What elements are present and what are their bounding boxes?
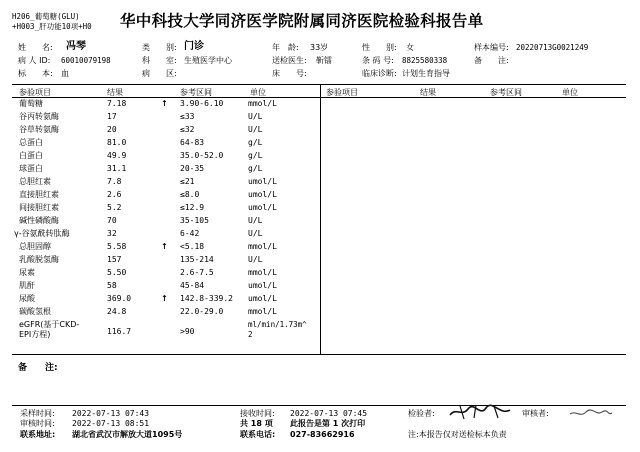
barcode-label: 条 码 号: [362,56,394,65]
row-unit: mmol/L [248,242,277,251]
row-flag: ↑ [161,242,168,251]
row-name: 间接胆红素 [19,203,59,212]
header-result-left: 结果 [107,88,123,97]
egfr-name-line1: eGFR(基于CKD- [19,320,80,329]
table-top-line [12,84,626,85]
row-unit: U/L [248,229,263,238]
row-result: 5.2 [107,203,122,212]
row-ref: 35.0-52.0 [180,151,224,160]
row-ref: 64-83 [180,138,205,147]
report-code-line2: +H003_肝功能10项+H0 [12,22,92,31]
report-note: 注:本报告仅对送检标本负责 [408,430,507,439]
row-result: 49.9 [107,151,127,160]
row-unit: U/L [248,216,263,225]
table-row [0,137,320,149]
row-name: 尿素 [19,268,35,277]
row-unit: mmol/L [248,99,277,108]
row-name: 碱性磷酸酶 [19,216,59,225]
print-count: 此报告是第 1 次打印 [290,419,366,428]
patient-age: 33岁 [310,43,329,52]
header-unit-right: 单位 [562,88,578,97]
row-ref: 135-214 [180,255,214,264]
total-items: 共 18 项 [240,419,273,428]
row-name: 谷丙转氨酶 [19,112,59,121]
table-row [0,98,320,110]
table-row [0,150,320,162]
header-unit-left: 单位 [250,88,266,97]
address: 湖北省武汉市解放大道1095号 [72,430,183,439]
examiner-label: 检验者: [408,409,435,418]
table-bottom-line [12,354,626,355]
table-row [0,254,320,266]
sex-label: 性 别: [362,43,397,52]
row-result: 70 [107,216,117,225]
ward-label: 病 区: [142,69,177,78]
row-unit: mmol/L [248,268,277,277]
row-unit: g/L [248,164,263,173]
header-item-left: 参验项目 [19,88,51,97]
row-ref: ≤33 [180,112,195,121]
address-label: 联系地址: [20,430,56,439]
row-result: 32 [107,229,117,238]
sample-no: 20220713G0021249 [516,43,589,52]
examiner-signature [446,403,514,421]
row-ref: 45-84 [180,281,205,290]
egfr-name-line2: EPI方程) [19,330,51,339]
row-ref: ≤21 [180,177,195,186]
dept-label: 科 室: [142,56,177,65]
receive-time: 2022-07-13 07:45 [290,409,368,418]
phone: 027-83662916 [290,430,355,439]
table-row [0,293,320,305]
specimen: 血 [61,69,69,78]
table-row [0,202,320,214]
egfr-ref: >90 [180,327,195,336]
specimen-label: 标 本: [18,69,53,78]
auditor-label: 审核者: [522,409,549,418]
patient-sex: 女 [406,43,414,52]
row-result: 20 [107,125,117,134]
table-row [0,124,320,136]
row-ref: 2.6-7.5 [180,268,214,277]
table-row [0,280,320,292]
review-label: 审核时间: [20,419,55,428]
table-center-divider [320,84,321,354]
row-name: 谷草转氨酶 [19,125,59,134]
egfr-result: 116.7 [107,327,132,336]
row-name: 总蛋白 [19,138,43,147]
row-result: 17 [107,112,117,121]
remark-label: 备 注: [474,56,509,65]
review-time: 2022-07-13 08:51 [72,419,150,428]
row-unit: umol/L [248,281,277,290]
auditor-signature [566,404,614,422]
bed-label: 床 号: [272,69,307,78]
row-result: 58 [107,281,117,290]
row-ref: ≤32 [180,125,195,134]
header-item-right: 参验项目 [326,88,358,97]
row-ref: 35-105 [180,216,209,225]
table-row [0,306,320,318]
row-ref: 20-35 [180,164,205,173]
header-ref-right: 参考区间 [490,88,522,97]
row-flag: ↑ [161,294,168,303]
row-result: 369.0 [107,294,132,303]
table-row [0,228,320,240]
row-result: 31.1 [107,164,127,173]
row-name: 乳酸脱氢酶 [19,255,59,264]
receive-label: 接收时间: [240,409,275,418]
row-unit: g/L [248,151,263,160]
egfr-unit [248,320,307,340]
row-name: 葡萄糖 [19,99,43,108]
row-name: 肌酐 [19,281,35,290]
row-name: γ-谷氨酰转肽酶 [14,229,70,238]
row-unit: umol/L [248,203,277,212]
row-name: 直接胆红素 [19,190,59,199]
row-name: 总胆红素 [19,177,51,186]
row-result: 81.0 [107,138,127,147]
egfr-unit-line2: 2 [248,330,253,339]
row-ref: <5.18 [180,242,205,251]
diagnosis-label: 临床诊断: [362,69,397,78]
row-result: 7.18 [107,99,127,108]
report-title: 华中科技大学同济医学院附属同济医院检验科报告单 [120,12,484,30]
report-code [12,12,92,32]
egfr-name [19,320,79,340]
row-result: 157 [107,255,122,264]
row-ref: 22.0-29.0 [180,307,224,316]
table-row [0,111,320,123]
row-result: 5.58 [107,242,127,251]
row-ref: ≤8.0 [180,190,200,199]
row-name: 碳酸氢根 [19,307,51,316]
patient-id: 60010079198 [61,56,111,65]
collect-time: 2022-07-13 07:43 [72,409,150,418]
row-name: 球蛋白 [19,164,43,173]
row-unit: g/L [248,138,263,147]
phone-label: 联系电话: [240,430,276,439]
row-result: 24.8 [107,307,127,316]
table-row [0,189,320,201]
sample-no-label: 样本编号: [474,43,509,52]
table-row [0,215,320,227]
row-ref: ≤12.9 [180,203,205,212]
footer-top-line [12,405,626,406]
table-row [0,241,320,253]
header-result-right: 结果 [420,88,436,97]
row-ref: 6-42 [180,229,200,238]
row-result: 7.8 [107,177,122,186]
row-name: 总胆固醇 [19,242,51,251]
table-row-egfr [0,320,320,344]
pid-label: 病 人 ID: [18,56,51,65]
row-name: 尿酸 [19,294,35,303]
row-name: 白蛋白 [19,151,43,160]
table-row [0,163,320,175]
header-ref-left: 参考区间 [180,88,212,97]
row-ref: 3.90-6.10 [180,99,224,108]
row-unit: U/L [248,112,263,121]
type-label: 类 别: [142,43,177,52]
patient-type: 门诊 [184,41,204,52]
patient-dept: 生殖医学中心 [184,56,232,65]
remarks-label: 备 注: [18,363,58,373]
row-unit: U/L [248,255,263,264]
row-unit: U/L [248,125,263,134]
patient-name: 冯琴 [66,41,86,52]
table-row [0,267,320,279]
age-label: 年 龄: [272,43,299,52]
row-result: 2.6 [107,190,122,199]
row-unit: umol/L [248,190,277,199]
doctor-name: 靳镭 [316,56,332,65]
table-row [0,176,320,188]
row-unit: umol/L [248,177,277,186]
row-ref: 142.8-339.2 [180,294,233,303]
row-unit: mmol/L [248,307,277,316]
name-label: 姓 名: [18,43,53,52]
egfr-unit-line1: ml/min/1.73m^ [248,320,307,329]
diagnosis: 计划生育指导 [402,69,450,78]
row-flag: ↑ [161,99,168,108]
report-code-line1: H206_葡萄糖(GLU) [12,12,80,21]
row-unit: umol/L [248,294,277,303]
collect-label: 采样时间: [20,409,55,418]
row-result: 5.50 [107,268,127,277]
barcode: 8825580338 [402,56,448,65]
doctor-label: 送检医生: [272,56,307,65]
